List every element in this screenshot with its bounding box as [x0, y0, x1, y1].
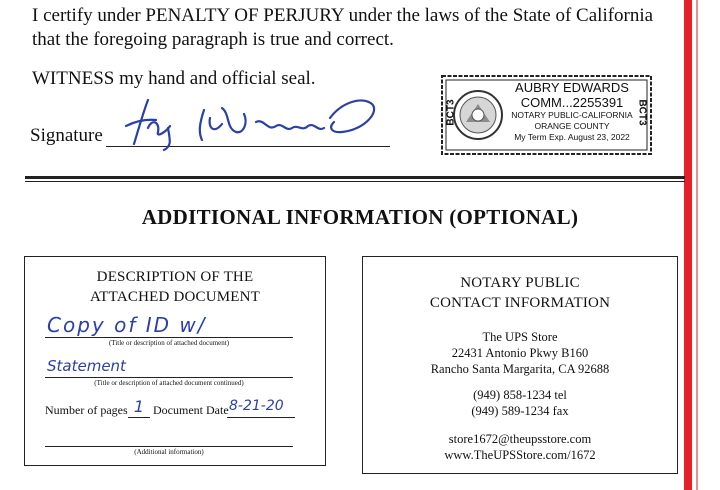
seal-side-code-right: BCT3: [636, 99, 648, 126]
city-state-zip: Rancho Santa Margarita, CA 92688: [430, 362, 610, 376]
contact-box: [362, 256, 678, 474]
document-title-cont-line: [45, 377, 293, 378]
red-margin-bar: [684, 0, 692, 490]
section-title: ADDITIONAL INFORMATION (OPTIONAL): [141, 205, 579, 229]
contact-heading-line-2: CONTACT INFORMATION: [429, 295, 611, 311]
section-divider-thin: [25, 181, 685, 182]
seal-title: NOTARY PUBLIC-CALIFORNIA: [511, 110, 633, 120]
pages-value: 1: [133, 397, 145, 416]
document-date-line: [227, 417, 295, 418]
red-margin-line: [696, 0, 698, 490]
certification-line-1: I certify under PENALTY OF PERJURY under the laws of the State of California: [32, 5, 654, 26]
seal-expiration: My Term Exp. August 23, 2022: [514, 132, 630, 142]
section-divider: [25, 176, 685, 179]
signature-label: Signature: [30, 125, 103, 146]
document-date-value: 8-21-20: [229, 398, 284, 414]
fax: (949) 589-1234 fax: [471, 404, 569, 418]
certification-line-2: that the foregoing paragraph is true and correct.: [32, 29, 394, 50]
business-name: The UPS Store: [482, 330, 558, 344]
email-link[interactable]: store1672@theupsstore.com: [448, 432, 592, 446]
document-title-caption: (Title or description of attached document): [108, 339, 230, 347]
description-heading-line-2: ATTACHED DOCUMENT: [89, 289, 261, 305]
additional-info-caption: (Additional information): [134, 448, 204, 456]
seal-name: AUBRY EDWARDS: [515, 80, 629, 95]
description-heading-line-1: DESCRIPTION OF THE: [96, 269, 254, 285]
seal-commission: COMM...2255391: [520, 95, 624, 110]
additional-info-line: [45, 446, 293, 447]
contact-heading-line-1: NOTARY PUBLIC: [460, 275, 580, 291]
seal-text: [508, 80, 636, 143]
handwritten-signature: [118, 88, 398, 154]
street-address: 22431 Antonio Pkwy B160: [451, 346, 589, 360]
document-title-cont-caption: (Title or description of attached document continued): [94, 379, 244, 387]
pages-label: Number of pages: [45, 403, 128, 417]
contact-heading: [363, 273, 677, 313]
contact-address: [363, 329, 677, 377]
seal-side-code-left: BCT3: [445, 99, 457, 126]
certification-text: [32, 4, 672, 52]
website-link[interactable]: www.TheUPSStore.com/1672: [444, 448, 596, 462]
description-box: [24, 256, 326, 466]
description-heading: [25, 267, 325, 307]
document-title-cont-value: Statement: [47, 357, 126, 375]
contact-phones: [363, 387, 677, 419]
witness-statement: WITNESS my hand and official seal.: [32, 68, 316, 89]
contact-online: [363, 431, 677, 463]
notary-seal: [440, 74, 653, 156]
pages-line: [128, 417, 150, 418]
document-title-value: Copy of ID w/: [47, 313, 207, 337]
document-date-label: Document Date: [153, 403, 229, 417]
document-title-line: [45, 337, 293, 338]
seal-county: ORANGE COUNTY: [534, 121, 610, 131]
telephone: (949) 858-1234 tel: [473, 388, 567, 402]
